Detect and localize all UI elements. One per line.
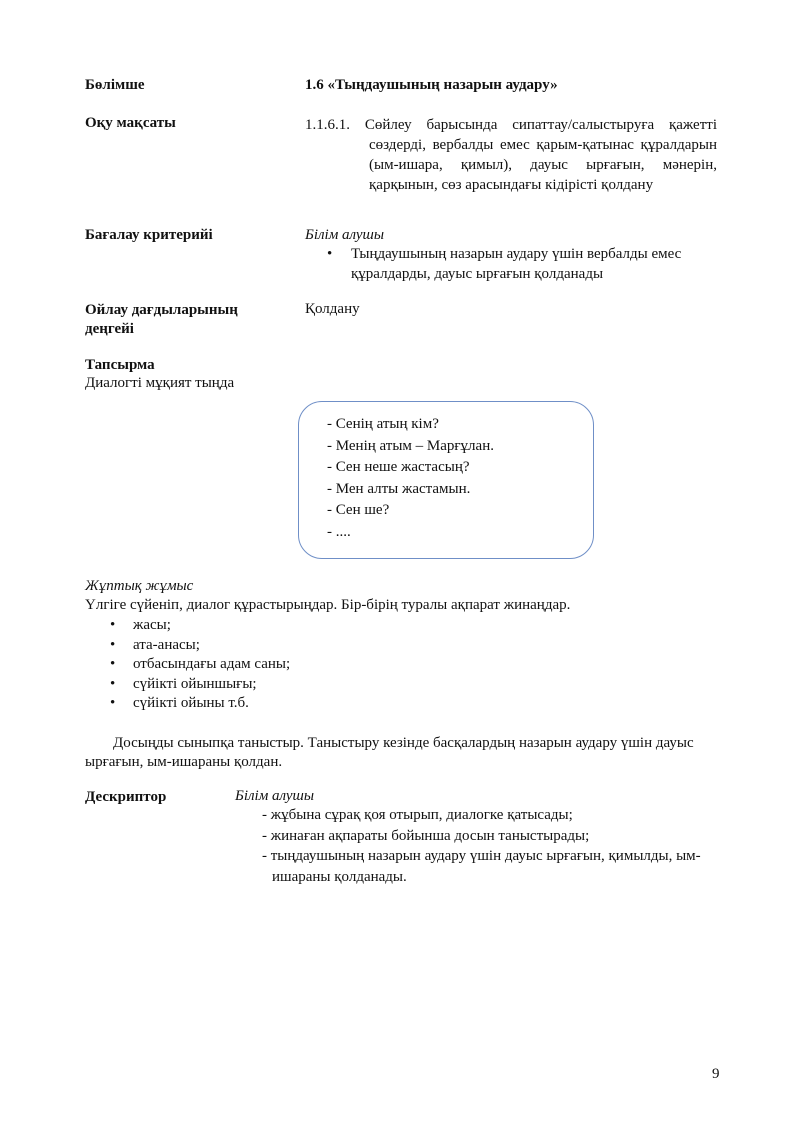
- dialog-lines: [327, 414, 494, 543]
- list-item: • отбасындағы адам саны;: [85, 655, 717, 675]
- pair-work-title: Жұптық жұмыс: [85, 578, 194, 594]
- descriptor-list: [262, 805, 732, 887]
- dialog-line: - ....: [327, 523, 351, 540]
- descriptor-label: Дескриптор: [85, 789, 167, 805]
- task-title: Тапсырма: [85, 357, 155, 373]
- dialog-line: - Сен ше?: [327, 502, 390, 518]
- thinking-label: [85, 301, 238, 339]
- list-item: - жинаған ақпараты бойынша досын таныстырады;: [262, 827, 590, 844]
- list-item: • сүйікті ойыншығы;: [85, 675, 717, 695]
- objective-text: Сөйлеу барысында сипаттау/салыстыруға қажетті сөздерді, вербалды емес қарым-қатынас құралдарын (ым-ишара, қимыл), дауыс ырғағын, мәнерін, қарқынын, сөз арасындағы кідірісті қолдану: [364, 117, 717, 193]
- dialog-box: [298, 401, 594, 559]
- dialog-line: - Менің атым – Марғұлан.: [327, 437, 494, 454]
- section-label: Бөлімше: [85, 77, 145, 93]
- objective-code: 1.1.6.1.: [305, 117, 350, 133]
- criteria-value: [305, 227, 717, 284]
- dialog-line: - Сен неше жастасың?: [327, 459, 470, 475]
- list-item: • ата-анасы;: [85, 636, 717, 656]
- criteria-bullet: [305, 244, 717, 284]
- bullet-icon: •: [110, 675, 116, 692]
- pair-work-list: [85, 616, 717, 714]
- list-item: - жұбына сұрақ қоя отырып, диалогке қатысады;: [262, 807, 573, 823]
- bullet-icon: •: [110, 617, 116, 633]
- objective-label: Оқу мақсаты: [85, 115, 176, 131]
- task-instruction: Диалогті мұқият тыңда: [85, 375, 235, 391]
- bullet-icon: •: [110, 695, 116, 711]
- criteria-label: Бағалау критерийі: [85, 227, 213, 243]
- dialog-line: - Мен алты жастамын.: [327, 480, 471, 497]
- pair-work-instruction: Үлгіге сүйеніп, диалог құрастырыңдар. Бір-бірің туралы ақпарат жинаңдар.: [85, 597, 571, 613]
- bullet-icon: •: [327, 246, 333, 262]
- list-item: • жасы;: [85, 616, 717, 636]
- bullet-icon: •: [110, 656, 116, 672]
- objective-value: [305, 115, 717, 195]
- thinking-label-line1: Ойлау дағдыларының: [85, 302, 238, 318]
- descriptor-sub: Білім алушы: [235, 788, 315, 804]
- intro-paragraph: Досыңды сыныпқа таныстыр. Таныстыру кезінде басқалардың назарын аудару үшін дауыс ырғағын, ым-ишараны қолдан.: [85, 735, 694, 770]
- list-item: - тыңдаушының назарын аудару үшін дауыс ырғағын, қимылды, ым-ишараны қолданады.: [262, 848, 701, 885]
- thinking-value: Қолдану: [305, 301, 360, 317]
- list-item: • сүйікті ойыны т.б.: [85, 694, 717, 714]
- dialog-line: - Сенің атың кім?: [327, 416, 439, 432]
- page-number: 9: [712, 1066, 720, 1082]
- section-value: 1.6 «Тыңдаушының назарын аудару»: [305, 77, 558, 93]
- thinking-label-line2: деңгейі: [85, 321, 134, 337]
- bullet-icon: •: [110, 636, 116, 653]
- criteria-sub: Білім алушы: [305, 227, 385, 243]
- criteria-bullet-text: Тыңдаушының назарын аудару үшін вербалды емес құралдарды, дауыс ырғағын қолданады: [351, 246, 682, 282]
